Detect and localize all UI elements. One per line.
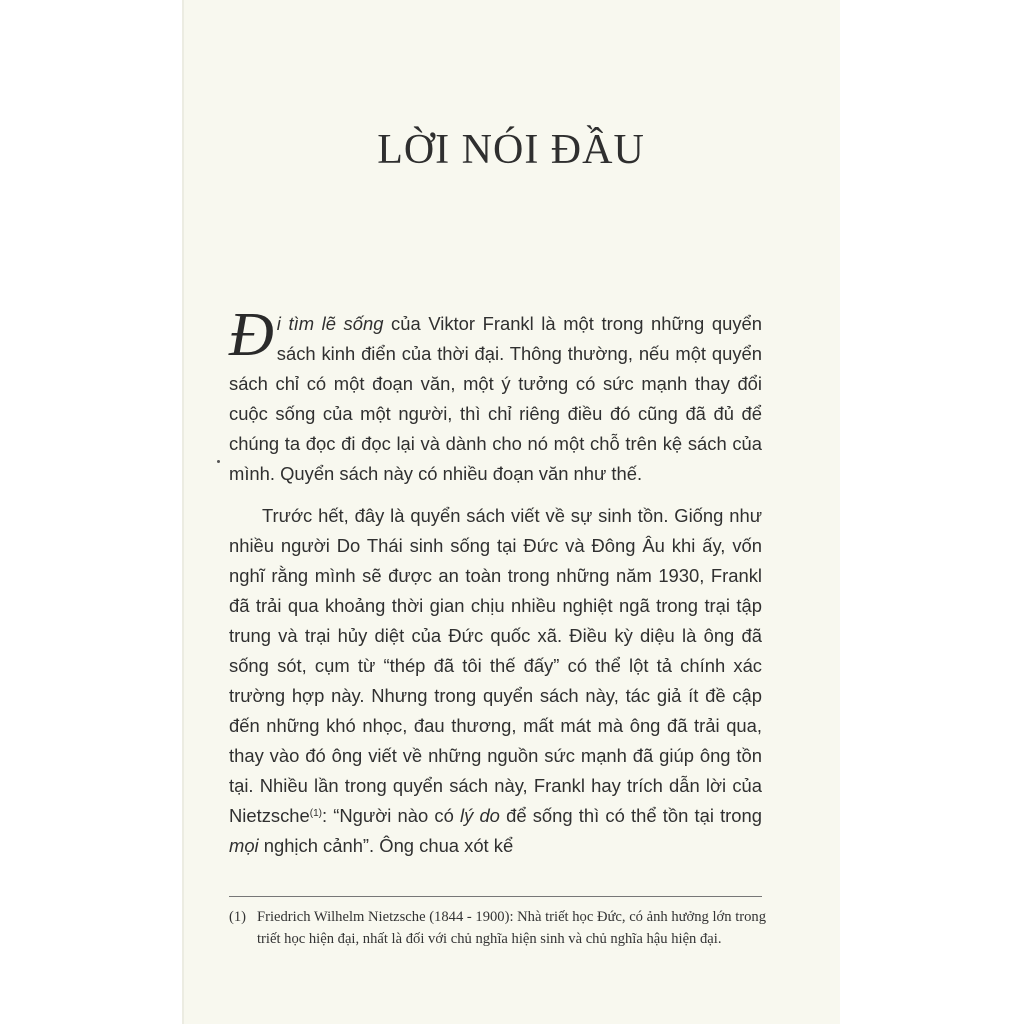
footnote — [229, 906, 769, 950]
dropcap-letter: Đ — [229, 301, 274, 369]
footnote-divider — [229, 896, 762, 897]
paragraph-1 — [229, 301, 762, 489]
paragraph-2-text-b: : “Người nào có — [321, 805, 460, 826]
footnote-reference: (1) — [309, 808, 322, 819]
book-title-italic: i tìm lẽ sống — [276, 313, 384, 334]
italic-moi: mọi — [229, 835, 259, 856]
ink-speck — [217, 460, 220, 463]
paragraph-2-text-c: để sống thì có thể tồn tại trong — [499, 805, 762, 826]
paragraph-1-text: của Viktor Frankl là một trong những quyển sách kinh điển của thời đại. Thông thường, nếu một quyển sách chỉ có một đoạn văn, một ý tưởng có sức mạnh thay đổi cuộc sống của một người, thì chỉ riêng điều đó cũng đã đủ để chúng ta đọc đi đọc lại và dành cho nó một chỗ trên kệ sách của mình. Quyển sách này có nhiều đoạn văn như thế. — [229, 313, 762, 484]
chapter-title: LỜI NÓI ĐẦU — [377, 127, 645, 173]
body-text — [229, 301, 762, 861]
footnote-number: (1) — [229, 909, 247, 925]
footnote-text: Friedrich Wilhelm Nietzsche (1844 - 1900): Nhà triết học Đức, có ảnh hưởng lớn trong triết học hiện đại, nhất là đối với chủ nghĩa hiện sinh và chủ nghĩa hậu hiện đại. — [257, 909, 767, 947]
paragraph-2-text-d: nghịch cảnh”. Ông chua xót kể — [258, 835, 514, 856]
paragraph-2-text-a: Trước hết, đây là quyển sách viết về sự sinh tồn. Giống như nhiều người Do Thái sinh sống tại Đức và Đông Âu khi ấy, vốn nghĩ rằng mình sẽ được an toàn trong những năm 1930, Frankl đã trải qua khoảng thời gian chịu nhiều nghiệt ngã trong trại tập trung và trại hủy diệt của Đức quốc xã. Điều kỳ diệu là ông đã sống sót, cụm từ “thép đã tôi thế đấy” có thể lột tả chính xác trường hợp này. Nhưng trong quyển sách này, tác giả ít đề cập đến những khó nhọc, đau thương, mất mát mà ông đã trải qua, thay vào đó ông viết về những nguồn sức mạnh đã giúp ông tồn tại. Nhiều lần trong quyển sách này, Frankl hay trích dẫn lời của Nietzsche — [229, 505, 762, 826]
paragraph-2 — [229, 501, 762, 861]
italic-ly-do: lý do — [460, 805, 500, 826]
